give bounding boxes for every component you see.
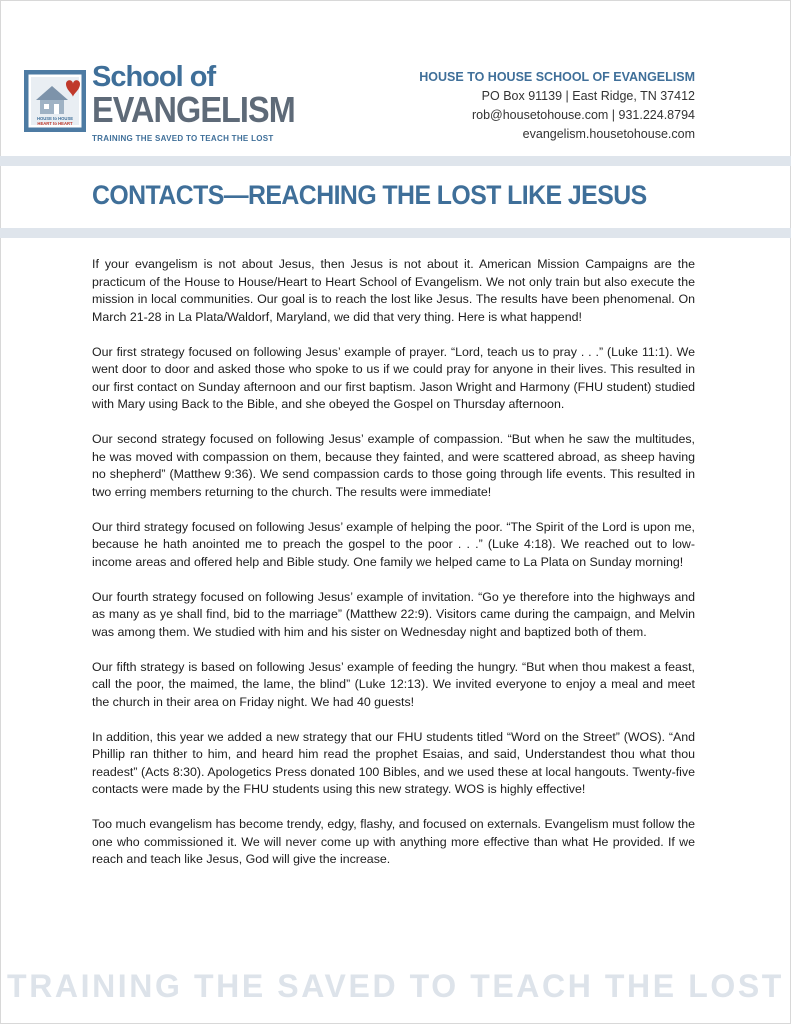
paragraph-prayer: Our first strategy focused on following Jesus’ example of prayer. “Lord, teach us to pray . . .” (Luke 11:1). We went door to door and asked those who spoke to us if we could pray for anyone in their lives. This resulted in our first contact on Sunday afternoon and our first baptism. Jason Wright and Harmony (FHU student) studied with Mary using Back to the Bible, and she obeyed the Gospel on Thursday afternoon.: [92, 344, 695, 411]
paragraph-invitation: Our fourth strategy focused on following Jesus’ example of invitation. “Go ye therefore into the highways and as many as ye shall find, bid to the marriage” (Matthew 22:9). Visitors came during the campaign, and Melvin was among them. We studied with him and his sister on Wednesday night and baptized both of them.: [92, 589, 695, 639]
school-logo: [24, 61, 295, 152]
organization-name: HOUSE TO HOUSE SCHOOL OF EVANGELISM: [419, 70, 695, 84]
footer-tagline: TRAINING THE SAVED TO TEACH THE LOST: [7, 968, 784, 1004]
paragraph-compassion: Our second strategy focused on following Jesus’ example of compassion. “But when he saw the multitudes, he was moved with compassion on them, because they fainted, and were scattered abroad, as sheep having no shepherd” (Matthew 9:36). We send compassion cards to those going through life events. This resulted in two erring members returning to the church. The results were immediate!: [92, 432, 695, 499]
mailing-address: PO Box 91139 | East Ridge, TN 37412: [481, 89, 695, 103]
article-body: [92, 256, 695, 886]
page-title: CONTACTS—REACHING THE LOST LIKE JESUS: [92, 180, 647, 210]
contact-block: [419, 68, 695, 144]
paragraph-helping-poor: Our third strategy focused on following Jesus’ example of helping the poor. “The Spirit of the Lord is upon me, because he hath anointed me to preach the gospel to the poor . . .” (Luke 4:18). We reached out to low-income areas and offered help and Bible study. One family we helped came to La Plata on Sunday morning!: [92, 519, 695, 569]
logo-tagline: TRAINING THE SAVED TO TEACH THE LOST: [92, 134, 274, 143]
svg-text:HOUSE to HOUSE: HOUSE to HOUSE: [36, 116, 74, 121]
logo-evangelism: EVANGELISM: [92, 89, 295, 130]
email-phone: rob@housetohouse.com | 931.224.8794: [471, 108, 695, 122]
paragraph-feeding-hungry: Our fifth strategy is based on following Jesus’ example of feeding the hungry. “But when thou makest a feast, call the poor, the maimed, the lame, the blind” (Luke 12:13). We invited everyone to enjoy a meal and meet the church in their area on Friday night. We had 40 guests!: [92, 659, 695, 709]
title-divider-band: [0, 228, 791, 238]
logo-school-of: School of: [92, 61, 216, 93]
paragraph-intro: If your evangelism is not about Jesus, then Jesus is not about it. American Mission Campaigns are the practicum of the House to House/Heart to Heart School of Evangelism. We not only train but also execute the mission in local communities. Our goal is to reach the lost like Jesus. The results have been phenomenal. On March 21-28 in La Plata/Waldorf, Maryland, we did that very thing. Here is what happend!: [92, 257, 695, 324]
website-link[interactable]: evangelism.housetohouse.com: [522, 127, 695, 141]
svg-text:HEART to HEART: HEART to HEART: [37, 121, 73, 126]
header-divider-band: [0, 156, 791, 166]
house-heart-logo-icon: [24, 70, 86, 132]
paragraph-word-on-street: In addition, this year we added a new strategy that our FHU students titled “Word on the Street” (WOS). “And Phillip ran thither to him, and heard him read the prophet Esaias, and said, Understandest thou what thou readest” (Acts 8:30). Apologetics Press donated 100 Bibles, and we used these at local hangouts. Twenty-five contacts were made by the FHU students using this new strategy. WOS is highly effective!: [92, 729, 695, 796]
paragraph-conclusion: Too much evangelism has become trendy, edgy, flashy, and focused on externals. Evangelism must follow the one who commissioned it. We will never come up with anything more effective than what He provided. If we reach and teach like Jesus, God will give the increase.: [92, 817, 695, 866]
